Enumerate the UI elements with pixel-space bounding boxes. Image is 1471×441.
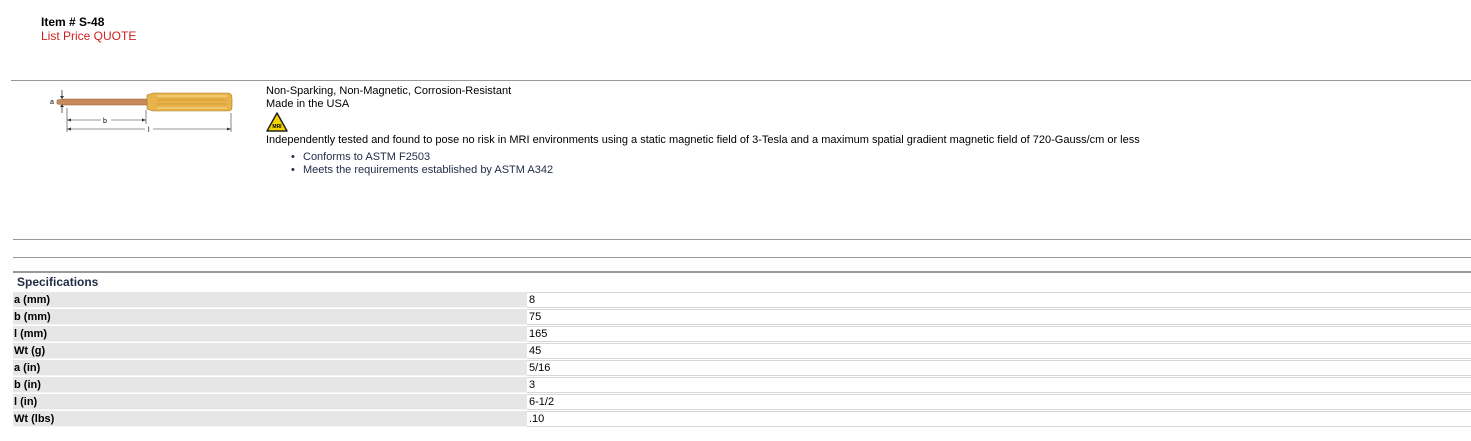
spec-value: 5/16: [527, 360, 1471, 376]
spec-label: Wt (g): [13, 343, 527, 359]
top-divider: [11, 80, 1471, 81]
spec-value: 75: [527, 309, 1471, 325]
table-row: [13, 360, 1471, 376]
feature-line-1: Non-Sparking, Non-Magnetic, Corrosion-Resistant: [266, 85, 512, 97]
table-row: [13, 377, 1471, 393]
item-number: Item # S-48: [41, 15, 105, 29]
mri-badge-text: MRI: [272, 124, 282, 130]
spec-value: 6-1/2: [527, 394, 1471, 410]
spec-label: b (mm): [13, 309, 527, 325]
specifications-table: [13, 291, 1471, 428]
specifications-section: [13, 273, 1471, 428]
dim-a-label: a: [50, 99, 54, 106]
standards-list: [266, 151, 1140, 177]
table-row: [13, 411, 1471, 427]
mri-tested-text: Independently tested and found to pose no risk in MRI environments using a static magnetic field of 3-Tesla and a maximum spatial gradient magnetic field of 720-Gauss/cm or less: [266, 134, 1140, 146]
table-row: [13, 343, 1471, 359]
spec-value: .10: [527, 411, 1471, 427]
spec-label: a (in): [13, 360, 527, 376]
table-row: [13, 309, 1471, 325]
spec-label: b (in): [13, 377, 527, 393]
spec-value: 45: [527, 343, 1471, 359]
product-description: [266, 85, 1140, 177]
list-item: • Meets the requirements established by ASTM A342: [303, 164, 1140, 177]
spec-value: 165: [527, 326, 1471, 342]
spec-value: 8: [527, 292, 1471, 308]
item-header: [41, 15, 136, 44]
divider-2: [13, 257, 1471, 258]
specifications-title: Specifications: [17, 275, 99, 289]
list-price: List Price QUOTE: [41, 29, 137, 43]
divider-1: [13, 239, 1471, 240]
mri-warning-icon: [266, 112, 288, 132]
dim-b-label: b: [103, 118, 107, 125]
dim-l-label: l: [148, 127, 150, 134]
list-item: • Conforms to ASTM F2503: [303, 151, 1140, 164]
spec-value: 3: [527, 377, 1471, 393]
table-row: [13, 292, 1471, 308]
feature-line-2: Made in the USA: [266, 98, 350, 110]
spec-label: a (mm): [13, 292, 527, 308]
table-row: [13, 394, 1471, 410]
screwdriver-diagram-icon: [45, 86, 235, 136]
table-row: [13, 326, 1471, 342]
spec-label: l (mm): [13, 326, 527, 342]
spec-label: l (in): [13, 394, 527, 410]
spec-label: Wt (lbs): [13, 411, 527, 427]
